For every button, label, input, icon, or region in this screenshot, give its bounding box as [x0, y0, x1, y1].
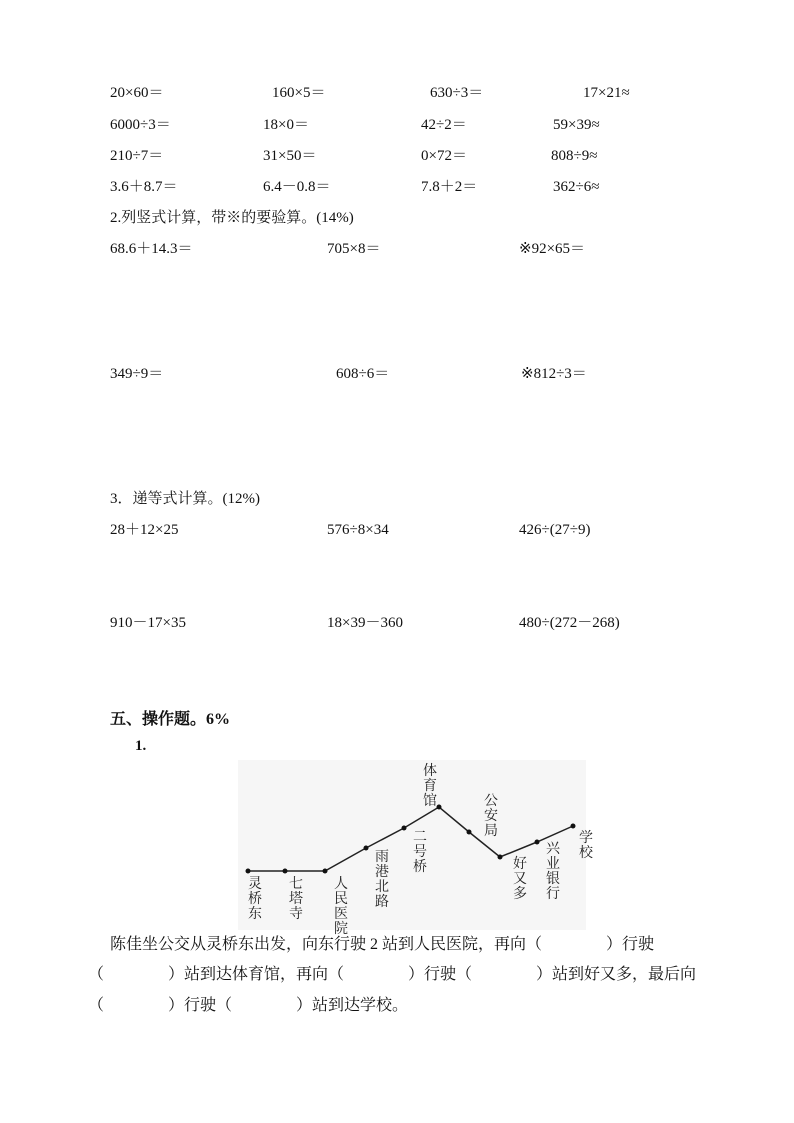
stop-dot — [571, 824, 576, 829]
vertical-calc-item: 68.6＋14.3＝ — [110, 241, 193, 257]
q2-title: 2.列竖式计算，带※的要验算。(14%) — [110, 210, 354, 226]
station-label: 体育馆 — [423, 763, 437, 809]
stepwise-calc-item: 18×39－360 — [327, 615, 403, 631]
stop-dot — [364, 846, 369, 851]
stop-dot — [437, 805, 442, 810]
stop-dot — [402, 826, 407, 831]
oral-item: 630÷3＝ — [430, 85, 484, 101]
item-number: 1. — [135, 738, 147, 754]
question-line-2: （ ）站到达体育馆，再向（ ）行驶（ ）站到好又多，最后向 — [88, 966, 697, 983]
q3-title: 3．递等式计算。(12%) — [110, 491, 260, 507]
oral-item: 59×39≈ — [553, 117, 600, 133]
oral-item: 6000÷3＝ — [110, 117, 171, 133]
stepwise-calc-item: 28＋12×25 — [110, 522, 179, 538]
stepwise-calc-item: 426÷(27÷9) — [519, 522, 591, 538]
oral-item: 31×50＝ — [263, 148, 317, 164]
question-line-3: （ ）行驶（ ）站到达学校。 — [88, 997, 409, 1014]
oral-item: 7.8＋2＝ — [421, 179, 478, 195]
vertical-calc-item: 349÷9＝ — [110, 366, 164, 382]
stepwise-calc-item: 576÷8×34 — [327, 522, 389, 538]
stop-dot — [246, 869, 251, 874]
oral-item: 362÷6≈ — [553, 179, 600, 195]
stepwise-calc-item: 910－17×35 — [110, 615, 186, 631]
vertical-calc-item: 705×8＝ — [327, 241, 381, 257]
oral-item: 42÷2＝ — [421, 117, 467, 133]
oral-item: 17×21≈ — [583, 85, 630, 101]
vertical-calc-item: ※812÷3＝ — [521, 366, 587, 382]
station-label: 雨港北路 — [375, 849, 389, 910]
vertical-calc-item: 608÷6＝ — [336, 366, 390, 382]
stop-dot — [467, 830, 472, 835]
station-label: 灵桥东 — [248, 876, 262, 922]
stop-dot — [283, 869, 288, 874]
stop-dot — [535, 840, 540, 845]
bus-route-diagram — [238, 760, 593, 937]
oral-item: 210÷7＝ — [110, 148, 164, 164]
section-5-title: 五、操作题。6% — [110, 711, 231, 728]
station-label: 公安局 — [484, 793, 498, 839]
oral-item: 6.4－0.8＝ — [263, 179, 331, 195]
station-label: 好又多 — [513, 856, 527, 902]
stop-dot — [498, 855, 503, 860]
stepwise-calc-item: 480÷(272－268) — [519, 615, 620, 631]
station-label: 七塔寺 — [289, 876, 303, 922]
question-line-1: 陈佳坐公交从灵桥东出发，向东行驶 2 站到人民医院，再向（ ）行驶 — [110, 936, 655, 953]
oral-item: 0×72＝ — [421, 148, 467, 164]
oral-item: 160×5＝ — [272, 85, 326, 101]
vertical-calc-item: ※92×65＝ — [519, 241, 586, 257]
station-label: 学校 — [579, 830, 593, 861]
station-label: 兴业银行 — [546, 841, 560, 902]
oral-item: 20×60＝ — [110, 85, 164, 101]
station-label: 人民医院 — [334, 876, 348, 937]
station-label: 二号桥 — [413, 829, 427, 875]
oral-item: 18×0＝ — [263, 117, 309, 133]
stop-dot — [323, 869, 328, 874]
oral-item: 808÷9≈ — [551, 148, 598, 164]
oral-item: 3.6＋8.7＝ — [110, 179, 178, 195]
